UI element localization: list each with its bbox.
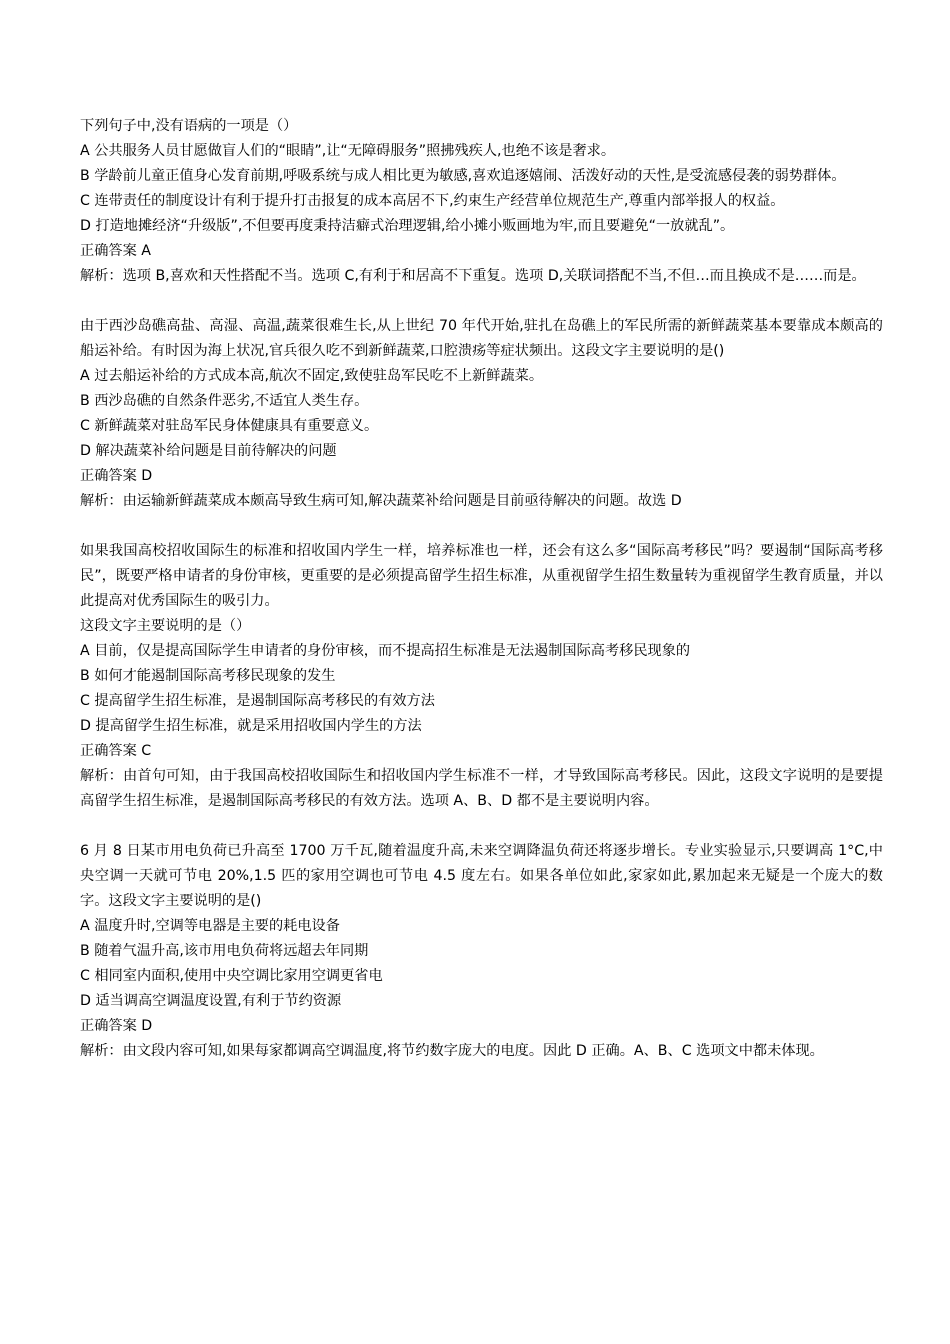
correct-answer: 正确答案 D [80, 468, 153, 484]
analysis-text: 解析：由文段内容可知,如果每家都调高空调温度,将节约数字庞大的电度。因此 D 正确。A、B、C 选项文中都未体现。 [80, 1043, 824, 1059]
option-d: D 适当调高空调温度设置,有利于节约资源 [80, 993, 342, 1009]
question-stem: 如果我国高校招收国际生的标准和招收国内学生一样，培养标准也一样，还会有这么多“国际高考移民”吗？要遏制“国际高考移民”，既要严格申请者的身份审核，更重要的是必须提高留学生招生标准，从重视留学生招生数量转为重视留学生教育质量，并以此提高对优秀国际生的吸引力。 [80, 543, 883, 609]
question-stem: 由于西沙岛礁高盐、高湿、高温,蔬菜很难生长,从上世纪 70 年代开始,驻扎在岛礁上的军民所需的新鲜蔬菜基本要靠成本颇高的船运补给。有时因为海上状况,官兵很久吃不到新鲜蔬菜,口腔溃疡等症状频出。这段文字主要说明的是() [80, 318, 883, 359]
option-a: A 目前，仅是提高国际学生申请者的身份审核，而不提高招生标准是无法遏制国际高考移民现象的 [80, 643, 691, 659]
option-a: A 过去船运补给的方式成本高,航次不固定,致使驻岛军民吃不上新鲜蔬菜。 [80, 368, 544, 384]
option-c: C 提高留学生招生标准，是遏制国际高考移民的有效方法 [80, 693, 435, 709]
question-prompt: 这段文字主要说明的是（） [80, 618, 251, 634]
analysis-text: 解析：由运输新鲜蔬菜成本颇高导致生病可知,解决蔬菜补给问题是目前亟待解决的问题。故选 D [80, 493, 682, 509]
option-b: B 西沙岛礁的自然条件恶劣,不适宜人类生存。 [80, 393, 369, 409]
question-2 [80, 314, 883, 514]
analysis-text: 解析：由首句可知，由于我国高校招收国际生和招收国内学生标准不一样，才导致国际高考移民。因此，这段文字说明的是要提高留学生招生标准，是遏制国际高考移民的有效方法。选项 A、B、D 都不是主要说明内容。 [80, 768, 883, 809]
option-c: C 新鲜蔬菜对驻岛军民身体健康具有重要意义。 [80, 418, 379, 434]
correct-answer: 正确答案 A [80, 243, 151, 259]
document-page [80, 114, 883, 1089]
option-d: D 提高留学生招生标准，就是采用招收国内学生的方法 [80, 718, 422, 734]
question-3 [80, 539, 883, 814]
question-1 [80, 114, 883, 289]
question-4 [80, 839, 883, 1064]
question-stem: 下列句子中,没有语病的一项是（） [80, 118, 298, 134]
option-d: D 打造地摊经济“升级版”,不但要再度秉持洁癖式治理逻辑,给小摊小贩画地为牢,而且要避免“一放就乱”。 [80, 218, 735, 234]
question-stem: 6 月 8 日某市用电负荷已升高至 1700 万千瓦,随着温度升高,未来空调降温负荷还将逐步增长。专业实验显示,只要调高 1°C,中央空调一天就可节电 20%,1.5 匹的家用空调也可节电 4.5 度左右。如果各单位如此,家家如此,累加起来无疑是一个庞大的数字。这段文字主要说明的是() [80, 843, 883, 909]
option-c: C 连带责任的制度设计有利于提升打击报复的成本高居不下,约束生产经营单位规范生产,尊重内部举报人的权益。 [80, 193, 785, 209]
correct-answer: 正确答案 D [80, 1018, 153, 1034]
option-c: C 相同室内面积,使用中央空调比家用空调更省电 [80, 968, 383, 984]
option-a: A 公共服务人员甘愿做盲人们的“眼睛”,让“无障碍服务”照拂残疾人,也绝不该是奢求。 [80, 143, 616, 159]
option-b: B 随着气温升高,该市用电负荷将远超去年同期 [80, 943, 369, 959]
option-b: B 如何才能遏制国际高考移民现象的发生 [80, 668, 336, 684]
analysis-text: 解析：选项 B,喜欢和天性搭配不当。选项 C,有利于和居高不下重复。选项 D,关联词搭配不当,不但…而且换成不是……而是。 [80, 268, 866, 284]
option-a: A 温度升时,空调等电器是主要的耗电设备 [80, 918, 340, 934]
option-d: D 解决蔬菜补给问题是目前待解决的问题 [80, 443, 337, 459]
correct-answer: 正确答案 C [80, 743, 152, 759]
option-b: B 学龄前儿童正值身心发育前期,呼吸系统与成人相比更为敏感,喜欢追逐嬉闹、活泼好动的天性,是受流感侵袭的弱势群体。 [80, 168, 846, 184]
